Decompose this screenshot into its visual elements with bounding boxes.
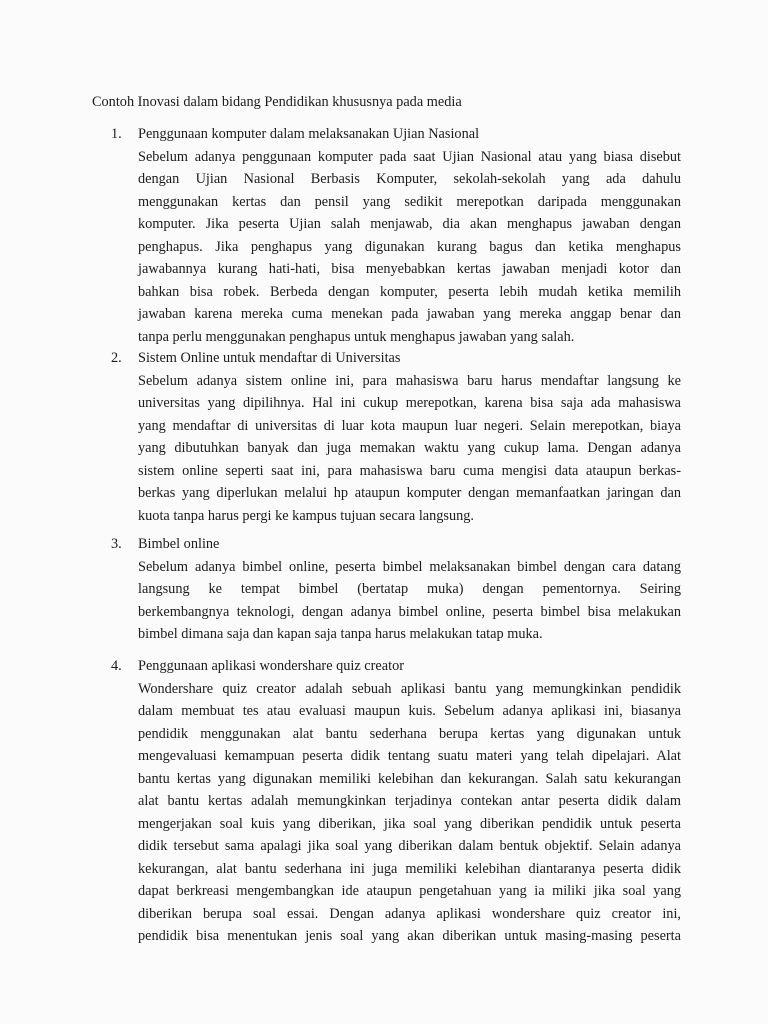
body-line: komputer. Jika peserta Ujian salah menjawab, dia akan menghapus jawaban dengan [138,216,681,232]
body-line: bimbel dimana saja dan kapan saja tanpa harus melakukan tatap muka. [138,626,543,642]
body-line: Sebelum adanya bimbel online, peserta bimbel melaksanakan bimbel dengan cara datang [138,558,681,575]
body-line: mengevaluasi kemampuan peserta didik tentang suatu materi yang telah dipelajari. Alat [138,748,681,764]
item-number: 2. [111,350,122,366]
item-body [138,678,681,948]
body-line: kuota tanpa harus pergi ke kampus tujuan secara langsung. [138,507,475,524]
body-line: penghapus. Jika penghapus yang digunakan kurang bagus dan ketika menghapus [138,238,681,255]
body-line: Wondershare quiz creator adalah sebuah aplikasi bantu yang memungkinkan pendidik [138,680,681,697]
body-line: bahkan bisa robek. Berbeda dengan komputer, peserta lebih mudah ketika memilih [138,283,681,300]
body-line: jawaban karena mereka cuma menekan pada jawaban yang mereka anggap benar dan [138,306,681,322]
body-line: yang dibutuhkan banyak dan juga memakan waktu yang cukup lama. Dengan adanya [138,440,681,456]
body-line: mengerjakan soal kuis yang diberikan, jika soal yang diberikan pendidik untuk peserta [138,815,681,832]
body-line: pendidik bisa menentukan jenis soal yang akan diberikan untuk masing-masing peserta [138,928,681,944]
item-heading: Sistem Online untuk mendaftar di Universitas [138,350,401,366]
body-line: dapat berkreasi mengembangkan ide ataupun pengetahuan yang ia miliki jika soal yang [138,883,681,899]
item-body [138,146,681,349]
body-line: Sebelum adanya penggunaan komputer pada saat Ujian Nasional atau yang biasa disebut [138,148,681,165]
body-line: menggunakan kertas dan pensil yang sedikit merepotkan daripada menggunakan [138,193,681,210]
body-line: tanpa perlu menggunakan penghapus untuk menghapus jawaban yang salah. [138,328,575,345]
item-heading: Penggunaan aplikasi wondershare quiz creator [138,658,404,674]
body-line: didik tersebut sama apalagi jika soal yang diberikan dalam bentuk objektif. Selain adanya [138,838,681,854]
body-line: alat bantu kertas adalah memungkinkan terjadinya contekan antar peserta didik dalam [138,793,681,809]
item-number: 3. [111,536,122,552]
item-heading: Penggunaan komputer dalam melaksanakan Ujian Nasional [138,126,480,142]
body-line: langsung ke tempat bimbel (bertatap muka) dengan pementornya. Seiring [138,581,681,597]
body-line: Sebelum adanya sistem online ini, para mahasiswa baru harus mendaftar langsung ke [138,372,681,389]
item-number: 1. [111,126,122,142]
body-line: jawabannya kurang hati-hati, bisa menyebabkan kertas jawaban menjadi kotor dan [138,261,681,277]
body-line: diberikan berupa soal essai. Dengan adanya aplikasi wondershare quiz creator ini, [138,905,681,922]
item-heading: Bimbel online [138,536,220,552]
body-line: universitas yang dipilihnya. Hal ini cukup merepotkan, karena bisa saja ada mahasiswa [138,395,681,411]
body-line: pendidik menggunakan alat bantu sederhana berupa kertas yang digunakan untuk [138,725,681,742]
body-line: yang mendaftar di universitas di luar kota maupun luar negeri. Selain merepotkan, biaya [138,417,681,434]
body-line: dalam membuat tes atau evaluasi maupun kuis. Sebelum adanya aplikasi ini, biasanya [138,703,681,719]
item-body [138,370,681,528]
body-line: berkembangnya teknologi, dengan adanya bimbel online, peserta bimbel bisa melakukan [138,603,681,620]
body-line: sistem online seperti saat ini, para mahasiswa baru cuma mengisi data ataupun berkas- [138,462,681,479]
body-line: kekurangan, alat bantu sederhana ini juga memiliki kelebihan diantaranya peserta didik [138,860,681,877]
body-line: berkas yang diperlukan melalui hp ataupun komputer dengan memanfaatkan jaringan dan [138,485,681,501]
body-line: dengan Ujian Nasional Berbasis Komputer, sekolah-sekolah yang ada dahulu [138,171,681,187]
body-line: bantu kertas yang digunakan memiliki kelebihan dan kekurangan. Salah satu kekurangan [138,770,681,787]
item-number: 4. [111,658,122,674]
item-body [138,556,681,646]
document-title: Contoh Inovasi dalam bidang Pendidikan khususnya pada media [92,94,462,110]
